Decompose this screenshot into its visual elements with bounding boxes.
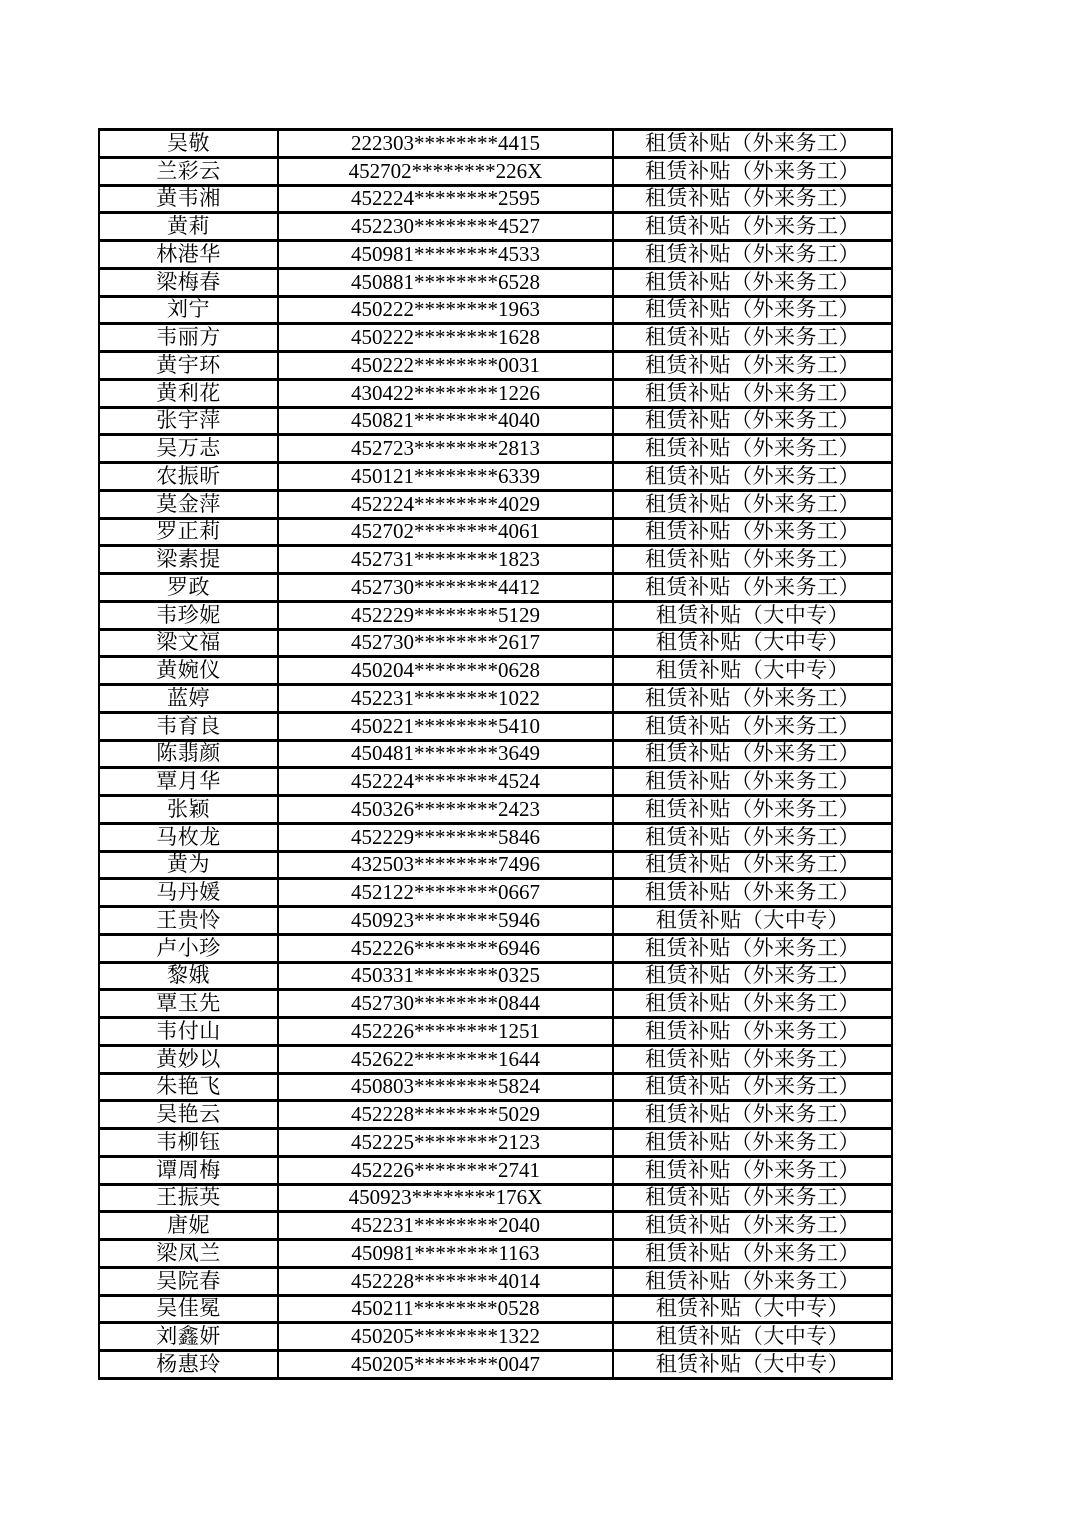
- table-row: [99, 1101, 892, 1129]
- id-number-cell: 452702********4061: [278, 518, 613, 546]
- table-row: [99, 879, 892, 907]
- subsidy-type-cell: 租赁补贴（外来务工）: [613, 296, 892, 324]
- subsidy-type-cell: 租赁补贴（外来务工）: [613, 1212, 892, 1240]
- id-number-cell: 452231********2040: [278, 1212, 613, 1240]
- id-number-cell: 450981********4533: [278, 241, 613, 269]
- subsidy-type-cell: 租赁补贴（外来务工）: [613, 851, 892, 879]
- person-name-cell: 韦珍妮: [99, 601, 278, 629]
- subsidy-type-cell: 租赁补贴（外来务工）: [613, 990, 892, 1018]
- subsidy-type-cell: 租赁补贴（外来务工）: [613, 1240, 892, 1268]
- person-name-cell: 韦丽方: [99, 324, 278, 352]
- person-name-cell: 梁梅春: [99, 268, 278, 296]
- table-row: [99, 796, 892, 824]
- id-number-cell: 452226********6946: [278, 934, 613, 962]
- table-row: [99, 1323, 892, 1351]
- table-row: [99, 157, 892, 185]
- id-number-cell: 450222********0031: [278, 352, 613, 380]
- subsidy-type-cell: 租赁补贴（大中专）: [613, 601, 892, 629]
- table-row: [99, 1212, 892, 1240]
- table-row: [99, 740, 892, 768]
- table-row: [99, 1129, 892, 1157]
- id-number-cell: 452122********0667: [278, 879, 613, 907]
- id-number-cell: 452730********4412: [278, 574, 613, 602]
- person-name-cell: 兰彩云: [99, 157, 278, 185]
- person-name-cell: 农振昕: [99, 463, 278, 491]
- person-name-cell: 覃月华: [99, 768, 278, 796]
- id-number-cell: 452228********5029: [278, 1101, 613, 1129]
- id-number-cell: 452731********1823: [278, 546, 613, 574]
- person-name-cell: 黄宇环: [99, 352, 278, 380]
- table-row: [99, 1018, 892, 1046]
- id-number-cell: 452224********4524: [278, 768, 613, 796]
- person-name-cell: 朱艳飞: [99, 1073, 278, 1101]
- person-name-cell: 梁素提: [99, 546, 278, 574]
- subsidy-type-cell: 租赁补贴（外来务工）: [613, 407, 892, 435]
- person-name-cell: 吴佳冕: [99, 1295, 278, 1323]
- subsidy-type-cell: 租赁补贴（外来务工）: [613, 1101, 892, 1129]
- id-number-cell: 452231********1022: [278, 685, 613, 713]
- subsidy-type-cell: 租赁补贴（外来务工）: [613, 1073, 892, 1101]
- id-number-cell: 450803********5824: [278, 1073, 613, 1101]
- table-row: [99, 907, 892, 935]
- table-row: [99, 823, 892, 851]
- table-row: [99, 490, 892, 518]
- table-row: [99, 130, 892, 158]
- person-name-cell: 唐妮: [99, 1212, 278, 1240]
- person-name-cell: 吴敬: [99, 130, 278, 158]
- subsidy-type-cell: 租赁补贴（外来务工）: [613, 1018, 892, 1046]
- subsidy-type-cell: 租赁补贴（外来务工）: [613, 213, 892, 241]
- subsidy-type-cell: 租赁补贴（大中专）: [613, 1351, 892, 1379]
- id-number-cell: 452730********0844: [278, 990, 613, 1018]
- person-name-cell: 王贵怜: [99, 907, 278, 935]
- person-name-cell: 谭周梅: [99, 1156, 278, 1184]
- id-number-cell: 450121********6339: [278, 463, 613, 491]
- id-number-cell: 450481********3649: [278, 740, 613, 768]
- person-name-cell: 黄妙以: [99, 1045, 278, 1073]
- subsidy-type-cell: 租赁补贴（外来务工）: [613, 823, 892, 851]
- person-name-cell: 马枚龙: [99, 823, 278, 851]
- table-row: [99, 1295, 892, 1323]
- table-row: [99, 268, 892, 296]
- person-name-cell: 陈翡颜: [99, 740, 278, 768]
- id-number-cell: 452622********1644: [278, 1045, 613, 1073]
- table-row: [99, 352, 892, 380]
- id-number-cell: 450222********1963: [278, 296, 613, 324]
- table-row: [99, 629, 892, 657]
- person-name-cell: 吴艳云: [99, 1101, 278, 1129]
- id-number-cell: 222303********4415: [278, 130, 613, 158]
- subsidy-type-cell: 租赁补贴（大中专）: [613, 629, 892, 657]
- subsidy-type-cell: 租赁补贴（外来务工）: [613, 574, 892, 602]
- id-number-cell: 450923********176X: [278, 1184, 613, 1212]
- subsidy-type-cell: 租赁补贴（外来务工）: [613, 518, 892, 546]
- subsidy-type-cell: 租赁补贴（外来务工）: [613, 796, 892, 824]
- id-number-cell: 452226********1251: [278, 1018, 613, 1046]
- person-name-cell: 林港华: [99, 241, 278, 269]
- id-number-cell: 432503********7496: [278, 851, 613, 879]
- id-number-cell: 452230********4527: [278, 213, 613, 241]
- id-number-cell: 450326********2423: [278, 796, 613, 824]
- person-name-cell: 黄韦湘: [99, 185, 278, 213]
- table-row: [99, 712, 892, 740]
- id-number-cell: 450211********0528: [278, 1295, 613, 1323]
- subsidy-type-cell: 租赁补贴（外来务工）: [613, 1156, 892, 1184]
- id-number-cell: 452730********2617: [278, 629, 613, 657]
- id-number-cell: 450222********1628: [278, 324, 613, 352]
- subsidy-type-cell: 租赁补贴（外来务工）: [613, 379, 892, 407]
- person-name-cell: 刘鑫妍: [99, 1323, 278, 1351]
- subsidy-type-cell: 租赁补贴（大中专）: [613, 657, 892, 685]
- table-row: [99, 1156, 892, 1184]
- subsidy-type-cell: 租赁补贴（外来务工）: [613, 490, 892, 518]
- id-number-cell: 452225********2123: [278, 1129, 613, 1157]
- id-number-cell: 450205********0047: [278, 1351, 613, 1379]
- table-row: [99, 546, 892, 574]
- person-name-cell: 黎娥: [99, 962, 278, 990]
- person-name-cell: 韦柳钰: [99, 1129, 278, 1157]
- person-name-cell: 张颖: [99, 796, 278, 824]
- table-row: [99, 518, 892, 546]
- id-number-cell: 452224********4029: [278, 490, 613, 518]
- subsidy-type-cell: 租赁补贴（外来务工）: [613, 130, 892, 158]
- id-number-cell: 452229********5129: [278, 601, 613, 629]
- table-row: [99, 241, 892, 269]
- table-row: [99, 574, 892, 602]
- person-name-cell: 吴万志: [99, 435, 278, 463]
- person-name-cell: 黄为: [99, 851, 278, 879]
- subsidy-type-cell: 租赁补贴（外来务工）: [613, 546, 892, 574]
- person-name-cell: 蓝婷: [99, 685, 278, 713]
- table-row: [99, 407, 892, 435]
- table-row: [99, 1184, 892, 1212]
- roster-table-body: [99, 130, 892, 1379]
- id-number-cell: 452224********2595: [278, 185, 613, 213]
- id-number-cell: 450923********5946: [278, 907, 613, 935]
- subsidy-type-cell: 租赁补贴（大中专）: [613, 1295, 892, 1323]
- id-number-cell: 450821********4040: [278, 407, 613, 435]
- table-row: [99, 213, 892, 241]
- table-row: [99, 851, 892, 879]
- id-number-cell: 450981********1163: [278, 1240, 613, 1268]
- table-row: [99, 657, 892, 685]
- subsidy-type-cell: 租赁补贴（外来务工）: [613, 1045, 892, 1073]
- person-name-cell: 卢小珍: [99, 934, 278, 962]
- subsidy-type-cell: 租赁补贴（外来务工）: [613, 241, 892, 269]
- table-row: [99, 934, 892, 962]
- id-number-cell: 450205********1322: [278, 1323, 613, 1351]
- person-name-cell: 莫金萍: [99, 490, 278, 518]
- person-name-cell: 吴院春: [99, 1267, 278, 1295]
- id-number-cell: 450221********5410: [278, 712, 613, 740]
- person-name-cell: 张宇萍: [99, 407, 278, 435]
- table-row: [99, 685, 892, 713]
- subsidy-type-cell: 租赁补贴（外来务工）: [613, 463, 892, 491]
- id-number-cell: 452723********2813: [278, 435, 613, 463]
- person-name-cell: 韦育良: [99, 712, 278, 740]
- person-name-cell: 梁文福: [99, 629, 278, 657]
- id-number-cell: 452702********226X: [278, 157, 613, 185]
- table-row: [99, 296, 892, 324]
- subsidy-type-cell: 租赁补贴（外来务工）: [613, 712, 892, 740]
- subsidy-type-cell: 租赁补贴（外来务工）: [613, 185, 892, 213]
- person-name-cell: 罗政: [99, 574, 278, 602]
- table-row: [99, 185, 892, 213]
- subsidy-type-cell: 租赁补贴（外来务工）: [613, 685, 892, 713]
- subsidy-type-cell: 租赁补贴（外来务工）: [613, 879, 892, 907]
- person-name-cell: 杨惠玲: [99, 1351, 278, 1379]
- id-number-cell: 452229********5846: [278, 823, 613, 851]
- person-name-cell: 刘宁: [99, 296, 278, 324]
- person-name-cell: 黄婉仪: [99, 657, 278, 685]
- id-number-cell: 450881********6528: [278, 268, 613, 296]
- table-row: [99, 1240, 892, 1268]
- table-row: [99, 1351, 892, 1379]
- table-row: [99, 435, 892, 463]
- subsidy-type-cell: 租赁补贴（外来务工）: [613, 157, 892, 185]
- subsidy-type-cell: 租赁补贴（大中专）: [613, 907, 892, 935]
- person-name-cell: 王振英: [99, 1184, 278, 1212]
- subsidy-type-cell: 租赁补贴（外来务工）: [613, 324, 892, 352]
- subsidy-type-cell: 租赁补贴（外来务工）: [613, 1267, 892, 1295]
- id-number-cell: 450331********0325: [278, 962, 613, 990]
- person-name-cell: 梁凤兰: [99, 1240, 278, 1268]
- id-number-cell: 450204********0628: [278, 657, 613, 685]
- person-name-cell: 黄利花: [99, 379, 278, 407]
- subsidy-type-cell: 租赁补贴（外来务工）: [613, 962, 892, 990]
- subsidy-type-cell: 租赁补贴（外来务工）: [613, 435, 892, 463]
- person-name-cell: 马丹媛: [99, 879, 278, 907]
- table-row: [99, 768, 892, 796]
- subsidy-type-cell: 租赁补贴（外来务工）: [613, 1184, 892, 1212]
- table-row: [99, 1267, 892, 1295]
- table-row: [99, 962, 892, 990]
- subsidy-type-cell: 租赁补贴（大中专）: [613, 1323, 892, 1351]
- table-row: [99, 463, 892, 491]
- table-row: [99, 990, 892, 1018]
- id-number-cell: 452228********4014: [278, 1267, 613, 1295]
- person-name-cell: 覃玉先: [99, 990, 278, 1018]
- id-number-cell: 430422********1226: [278, 379, 613, 407]
- id-number-cell: 452226********2741: [278, 1156, 613, 1184]
- table-row: [99, 324, 892, 352]
- subsidy-type-cell: 租赁补贴（外来务工）: [613, 1129, 892, 1157]
- subsidy-type-cell: 租赁补贴（外来务工）: [613, 268, 892, 296]
- subsidy-roster-table: [98, 128, 893, 1380]
- table-row: [99, 1073, 892, 1101]
- subsidy-type-cell: 租赁补贴（外来务工）: [613, 934, 892, 962]
- subsidy-type-cell: 租赁补贴（外来务工）: [613, 740, 892, 768]
- table-row: [99, 1045, 892, 1073]
- person-name-cell: 黄莉: [99, 213, 278, 241]
- table-row: [99, 379, 892, 407]
- person-name-cell: 罗正莉: [99, 518, 278, 546]
- subsidy-type-cell: 租赁补贴（外来务工）: [613, 768, 892, 796]
- table-row: [99, 601, 892, 629]
- person-name-cell: 韦付山: [99, 1018, 278, 1046]
- subsidy-type-cell: 租赁补贴（外来务工）: [613, 352, 892, 380]
